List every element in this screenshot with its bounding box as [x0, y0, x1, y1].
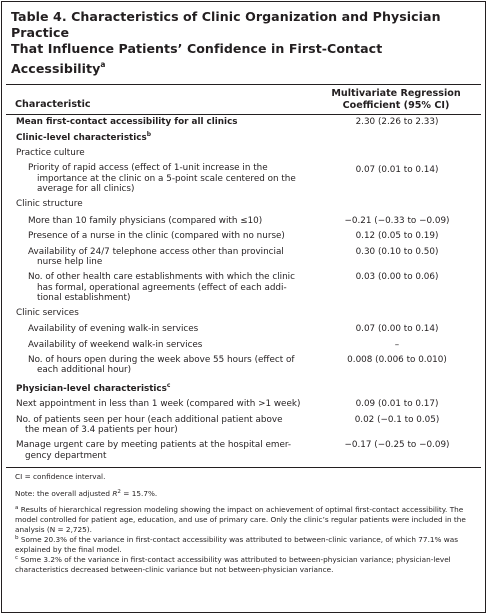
table-footnotes: [15, 472, 475, 574]
row-label-line: nurse help line: [37, 257, 103, 268]
row-label-line: Priority of rapid access (effect of 1-unit increase in the: [28, 163, 268, 174]
table-row: [2, 415, 485, 436]
title-footnote-marker: a: [100, 60, 106, 69]
row-label-line: average for all clinics): [37, 184, 135, 195]
row-value: 0.30 (0.10 to 0.50): [355, 246, 439, 257]
section-heading: [2, 130, 485, 143]
row-label: [2, 163, 318, 194]
row-value: –: [394, 339, 400, 350]
subsection-heading: [2, 199, 485, 209]
header-coefficient: [321, 88, 471, 112]
footnote-r2-suffix: = 15.7%.: [120, 488, 158, 498]
footnote-ci: CI = confidence interval.: [15, 472, 106, 482]
row-label: [2, 247, 318, 268]
table-row: [2, 247, 485, 268]
table-row: [2, 340, 485, 350]
subsection-heading: [2, 308, 485, 318]
row-value: 0.03 (0.00 to 0.06): [355, 272, 439, 283]
footnote-r2-variable: R: [112, 488, 118, 498]
row-label-line: tional establishment): [37, 293, 131, 304]
row-label-line: Availability of 24/7 telephone access other than provincial: [28, 246, 284, 257]
row-label: Availability of weekend walk-in services: [28, 339, 203, 350]
title-line-1: Table 4. Characteristics of Clinic Organization and Physician Practice: [11, 9, 441, 40]
row-label: More than 10 family physicians (compared with ≤10): [28, 215, 263, 226]
row-label-line: gency department: [25, 450, 107, 461]
bottom-rule: [6, 467, 481, 468]
table-row: [2, 440, 485, 461]
row-label: [2, 272, 318, 303]
row-label: Availability of evening walk-in services: [28, 324, 199, 335]
row-value: 0.12 (0.05 to 0.19): [355, 231, 439, 242]
footnote-marker: b: [146, 131, 152, 139]
row-label: Presence of a nurse in the clinic (compared with no nurse): [28, 231, 285, 242]
table-row: [2, 117, 485, 127]
row-value: 0.07 (0.01 to 0.14): [355, 165, 439, 176]
header-rule: [6, 114, 481, 115]
table-row: [2, 355, 485, 376]
row-label-line: No. of other health care establishments with which the clinic: [28, 272, 295, 283]
row-label-line: has formal, operational agreements (effect of each addi-: [37, 282, 287, 293]
row-label-line: each additional hour): [37, 365, 132, 376]
row-label: [2, 415, 316, 436]
row-label: [2, 440, 316, 461]
row-label: Mean first-contact accessibility for all clinics: [16, 117, 238, 127]
row-label-line: No. of hours open during the week above 55 hours (effect of: [28, 354, 295, 365]
footnote-r2-exponent: 2: [117, 488, 121, 495]
row-label-line: importance at the clinic on a 5-point scale centered on the: [37, 173, 296, 184]
footnote-text: Some 3.2% of the variance in first-contact accessibility was attributed to between-physician variance; physician-level characteristics decreased between-clinic variance but not between-physician variance.: [15, 555, 451, 574]
section-label: Clinic-level characteristics: [16, 133, 147, 144]
row-value: 0.09 (0.01 to 0.17): [355, 399, 439, 410]
footnote-marker: a: [15, 505, 19, 512]
row-label-line: No. of patients seen per hour (each additional patient above: [16, 414, 283, 425]
row-value: 0.02 (−0.1 to 0.05): [354, 414, 440, 425]
footnote-text: Results of hierarchical regression modeling showing the impact on achievement of optimal first-contact accessibility. The model controlled for patient age, education, and use of primary care. Only the clinic’s regular patients were included in the analysis (N = 2,725).: [15, 505, 466, 534]
table-header: [15, 88, 471, 112]
table-figure: [1, 1, 486, 613]
footnote-b: [15, 534, 475, 554]
header-coefficient-line-1: Multivariate Regression: [331, 88, 461, 99]
row-label: [2, 355, 318, 376]
subsection-label: Clinic services: [16, 307, 79, 318]
table-row: [2, 399, 485, 409]
footnote-text: Some 20.3% of the variance in first-contact accessibility was attributed to between-clinic variance, of which 77.1% was explained by the final model.: [15, 535, 459, 554]
table-row: [2, 324, 485, 334]
header-characteristic: Characteristic: [15, 99, 91, 110]
subsection-label: Clinic structure: [16, 199, 83, 210]
subsection-label: Practice culture: [16, 147, 85, 158]
footnote-marker: b: [15, 535, 19, 542]
footnote-c: [15, 554, 475, 574]
footnote-r2: [15, 488, 475, 499]
table-row: [2, 216, 485, 226]
row-value: 0.008 (0.006 to 0.010): [347, 354, 447, 365]
table-body: [2, 117, 485, 461]
table-title: [11, 9, 477, 77]
row-value: −0.17 (−0.25 to −0.09): [344, 440, 450, 451]
footnote-marker: c: [15, 555, 19, 562]
footnote-marker: c: [166, 381, 171, 389]
table-row: [2, 231, 485, 241]
row-label-line: Manage urgent care by meeting patients at the hospital emer-: [16, 440, 292, 451]
top-rule: [6, 84, 481, 85]
footnote-r2-prefix: Note: the overall adjusted: [15, 488, 113, 498]
table-row: [2, 163, 485, 194]
row-label-line: the mean of 3.4 patients per hour): [25, 424, 178, 435]
section-heading: [2, 381, 485, 394]
footnote-a: [15, 504, 475, 534]
title-line-2: [11, 41, 477, 77]
row-value: 0.07 (0.00 to 0.14): [355, 324, 439, 335]
section-label: Physician-level characteristics: [16, 383, 167, 394]
header-coefficient-line-2: Coefficient (95% CI): [342, 100, 450, 111]
row-label: Next appointment in less than 1 week (compared with >1 week): [16, 399, 301, 410]
row-value: 2.30 (2.26 to 2.33): [355, 117, 439, 127]
table-row: [2, 272, 485, 303]
title-line-2-text: That Influence Patients’ Confidence in First-Contact Accessibility: [11, 41, 383, 76]
subsection-heading: [2, 148, 485, 158]
row-value: −0.21 (−0.33 to −0.09): [344, 215, 450, 226]
